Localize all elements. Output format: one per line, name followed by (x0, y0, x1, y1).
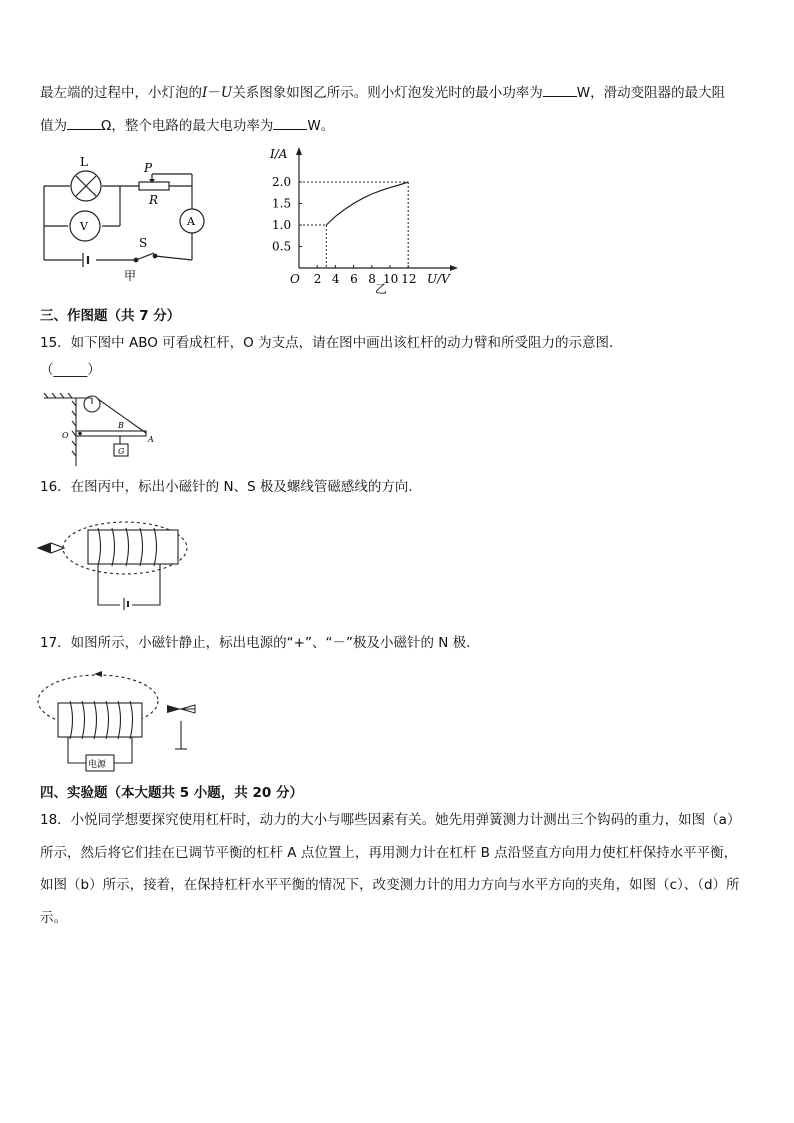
solenoid-diagram-q17 (36, 665, 226, 775)
y-tick-label: 1.5 (272, 196, 292, 211)
section-3-title: 三、作图题（共 7 分） (40, 308, 181, 324)
q15-answer-paren[interactable]: （_____） (40, 362, 101, 378)
label-p: P (144, 161, 153, 175)
label-b: B (118, 421, 124, 430)
caption-yi: 乙 (375, 282, 388, 296)
x-tick-label: 10 (383, 272, 399, 286)
q17-text: 17．如图所示，小磁针静止，标出电源的“+”、“－”极及小磁针的 N 极． (40, 635, 480, 651)
unit-w2: W (307, 118, 321, 134)
section-4-title: 四、实验题（本大题共 5 小题，共 20 分） (40, 785, 303, 801)
q15-text: 15．如下图中 ABO 可看成杠杆，O 为支点，请在图中画出该杠杆的动力臂和所受阻力的示意图． (40, 335, 623, 351)
unit-w: W (576, 85, 591, 101)
solenoid-diagram-bing (36, 510, 196, 610)
iu-curve (326, 182, 408, 225)
label-o: O (62, 431, 69, 440)
answer-blank-1[interactable] (543, 82, 577, 97)
q14-line-2 (40, 115, 334, 135)
var-u: U (220, 85, 233, 101)
q14-line1-pre: 最左端的过程中，小灯泡的 (40, 85, 202, 101)
x-tick-label: 6 (350, 272, 358, 286)
label-a: A (187, 215, 195, 228)
iu-graph-yi (268, 143, 468, 296)
y-axis-label: I/A (270, 147, 288, 161)
x-tick-label: 12 (401, 272, 417, 286)
label-a: A (148, 435, 154, 444)
q14-line2-mid: ，整个电路的最大电功率为 (111, 118, 274, 134)
label-g: G (118, 447, 125, 456)
x-tick-label: 8 (368, 272, 376, 286)
answer-blank-3[interactable] (273, 115, 307, 130)
q14-line1-mid: 关系图象如图乙所示。则小灯泡发光时的最小功率为 (232, 85, 543, 101)
label-v: V (80, 220, 88, 233)
y-tick-label: 2.0 (272, 175, 292, 189)
unit-ohm: Ω (101, 118, 112, 134)
y-tick-label: 0.5 (272, 239, 292, 254)
circuit-diagram-jia (36, 152, 216, 282)
x-tick-label: 4 (331, 272, 340, 286)
period: 。 (320, 118, 335, 134)
var-i: I (202, 85, 208, 101)
answer-blank-2[interactable] (67, 115, 101, 130)
label-s: S (139, 236, 148, 250)
q14-line-1 (40, 82, 725, 102)
y-tick-label: 1.0 (272, 218, 292, 232)
origin-label: O (290, 272, 300, 286)
caption-jia: 甲 (124, 269, 137, 283)
power-source-label: 电源 (88, 760, 107, 770)
label-r: R (149, 193, 159, 207)
q14-line2-pre: 值为 (40, 118, 67, 134)
x-tick-label: 2 (313, 272, 322, 286)
q18-line-3: 如图（b）所示，接着，在保持杠杆水平平衡的情况下，改变测力计的用力方向与水平方向的夹角，如图（c）、（d）所 (40, 877, 740, 893)
q18-line-1: 18．小悦同学想要探究使用杠杆时，动力的大小与哪些因素有关。她先用弹簧测力计测出三个钩码的重力，如图（a） (40, 812, 741, 828)
q16-text: 16．在图丙中，标出小磁针的 N、S 极及螺线管磁感线的方向. (40, 479, 413, 495)
label-l: L (80, 155, 88, 169)
q18-line-2: 所示，然后将它们挂在已调节平衡的杠杆 A 点位置上，再用测力计在杠杆 B 点沿竖直方向用力使杠杆保持水平平衡， (40, 845, 738, 861)
q14-line1-post: ，滑动变阻器的最大阻 (590, 85, 726, 101)
lever-diagram (40, 388, 170, 468)
x-axis-label: U/V (427, 272, 450, 286)
q18-line-4: 示。 (40, 910, 67, 926)
dash: － (207, 85, 221, 101)
